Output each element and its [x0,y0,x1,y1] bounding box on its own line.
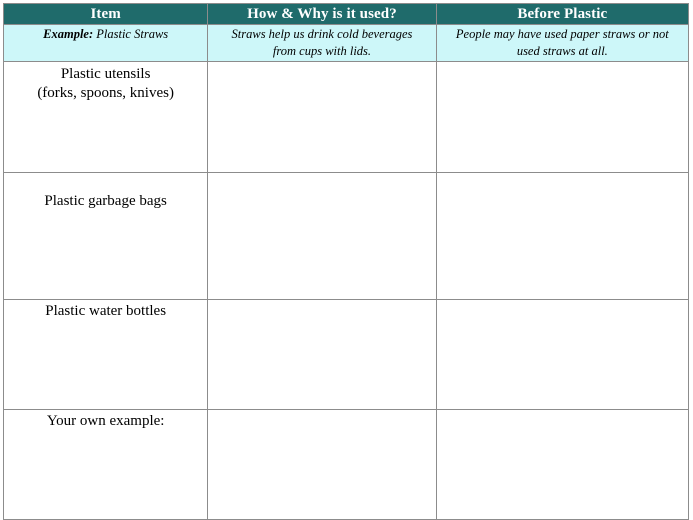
item-cell-own-example [4,410,208,520]
how-why-answer-cell[interactable] [208,173,436,300]
before-plastic-answer-cell[interactable] [436,300,688,410]
example-how-why-line-2: from cups with lids. [272,44,372,58]
table-row [4,300,689,410]
table-row [4,62,689,173]
item-label: Plastic utensils [60,66,151,82]
before-plastic-answer-cell[interactable] [436,410,688,520]
header-how-why: How & Why is it used? [208,4,436,25]
before-plastic-answer-cell[interactable] [436,62,688,173]
item-cell-water-bottles [4,300,208,410]
example-item-text: Plastic Straws [96,27,169,41]
table-row [4,410,689,520]
item-sublabel: (forks, spoons, knives) [37,85,174,101]
item-label: Plastic garbage bags [44,193,167,209]
plastic-worksheet-table [3,3,689,520]
table-row [4,173,689,300]
header-item: Item [4,4,208,25]
header-before-plastic: Before Plastic [436,4,688,25]
example-item-cell [4,25,208,62]
example-before-line-1: People may have used paper straws or not [455,27,669,41]
item-cell-utensils [4,62,208,173]
example-before-line-2: used straws at all. [516,44,608,58]
example-how-why-line-1: Straws help us drink cold beverages [231,27,413,41]
header-row [4,4,689,25]
how-why-answer-cell[interactable] [208,410,436,520]
item-label: Your own example: [46,413,165,429]
example-label: Example: [43,27,94,41]
before-plastic-answer-cell[interactable] [436,173,688,300]
how-why-answer-cell[interactable] [208,300,436,410]
example-before-cell [436,25,688,62]
example-how-why-cell [208,25,436,62]
item-label: Plastic water bottles [45,303,167,319]
how-why-answer-cell[interactable] [208,62,436,173]
example-row [4,25,689,62]
item-cell-garbage-bags [4,173,208,300]
